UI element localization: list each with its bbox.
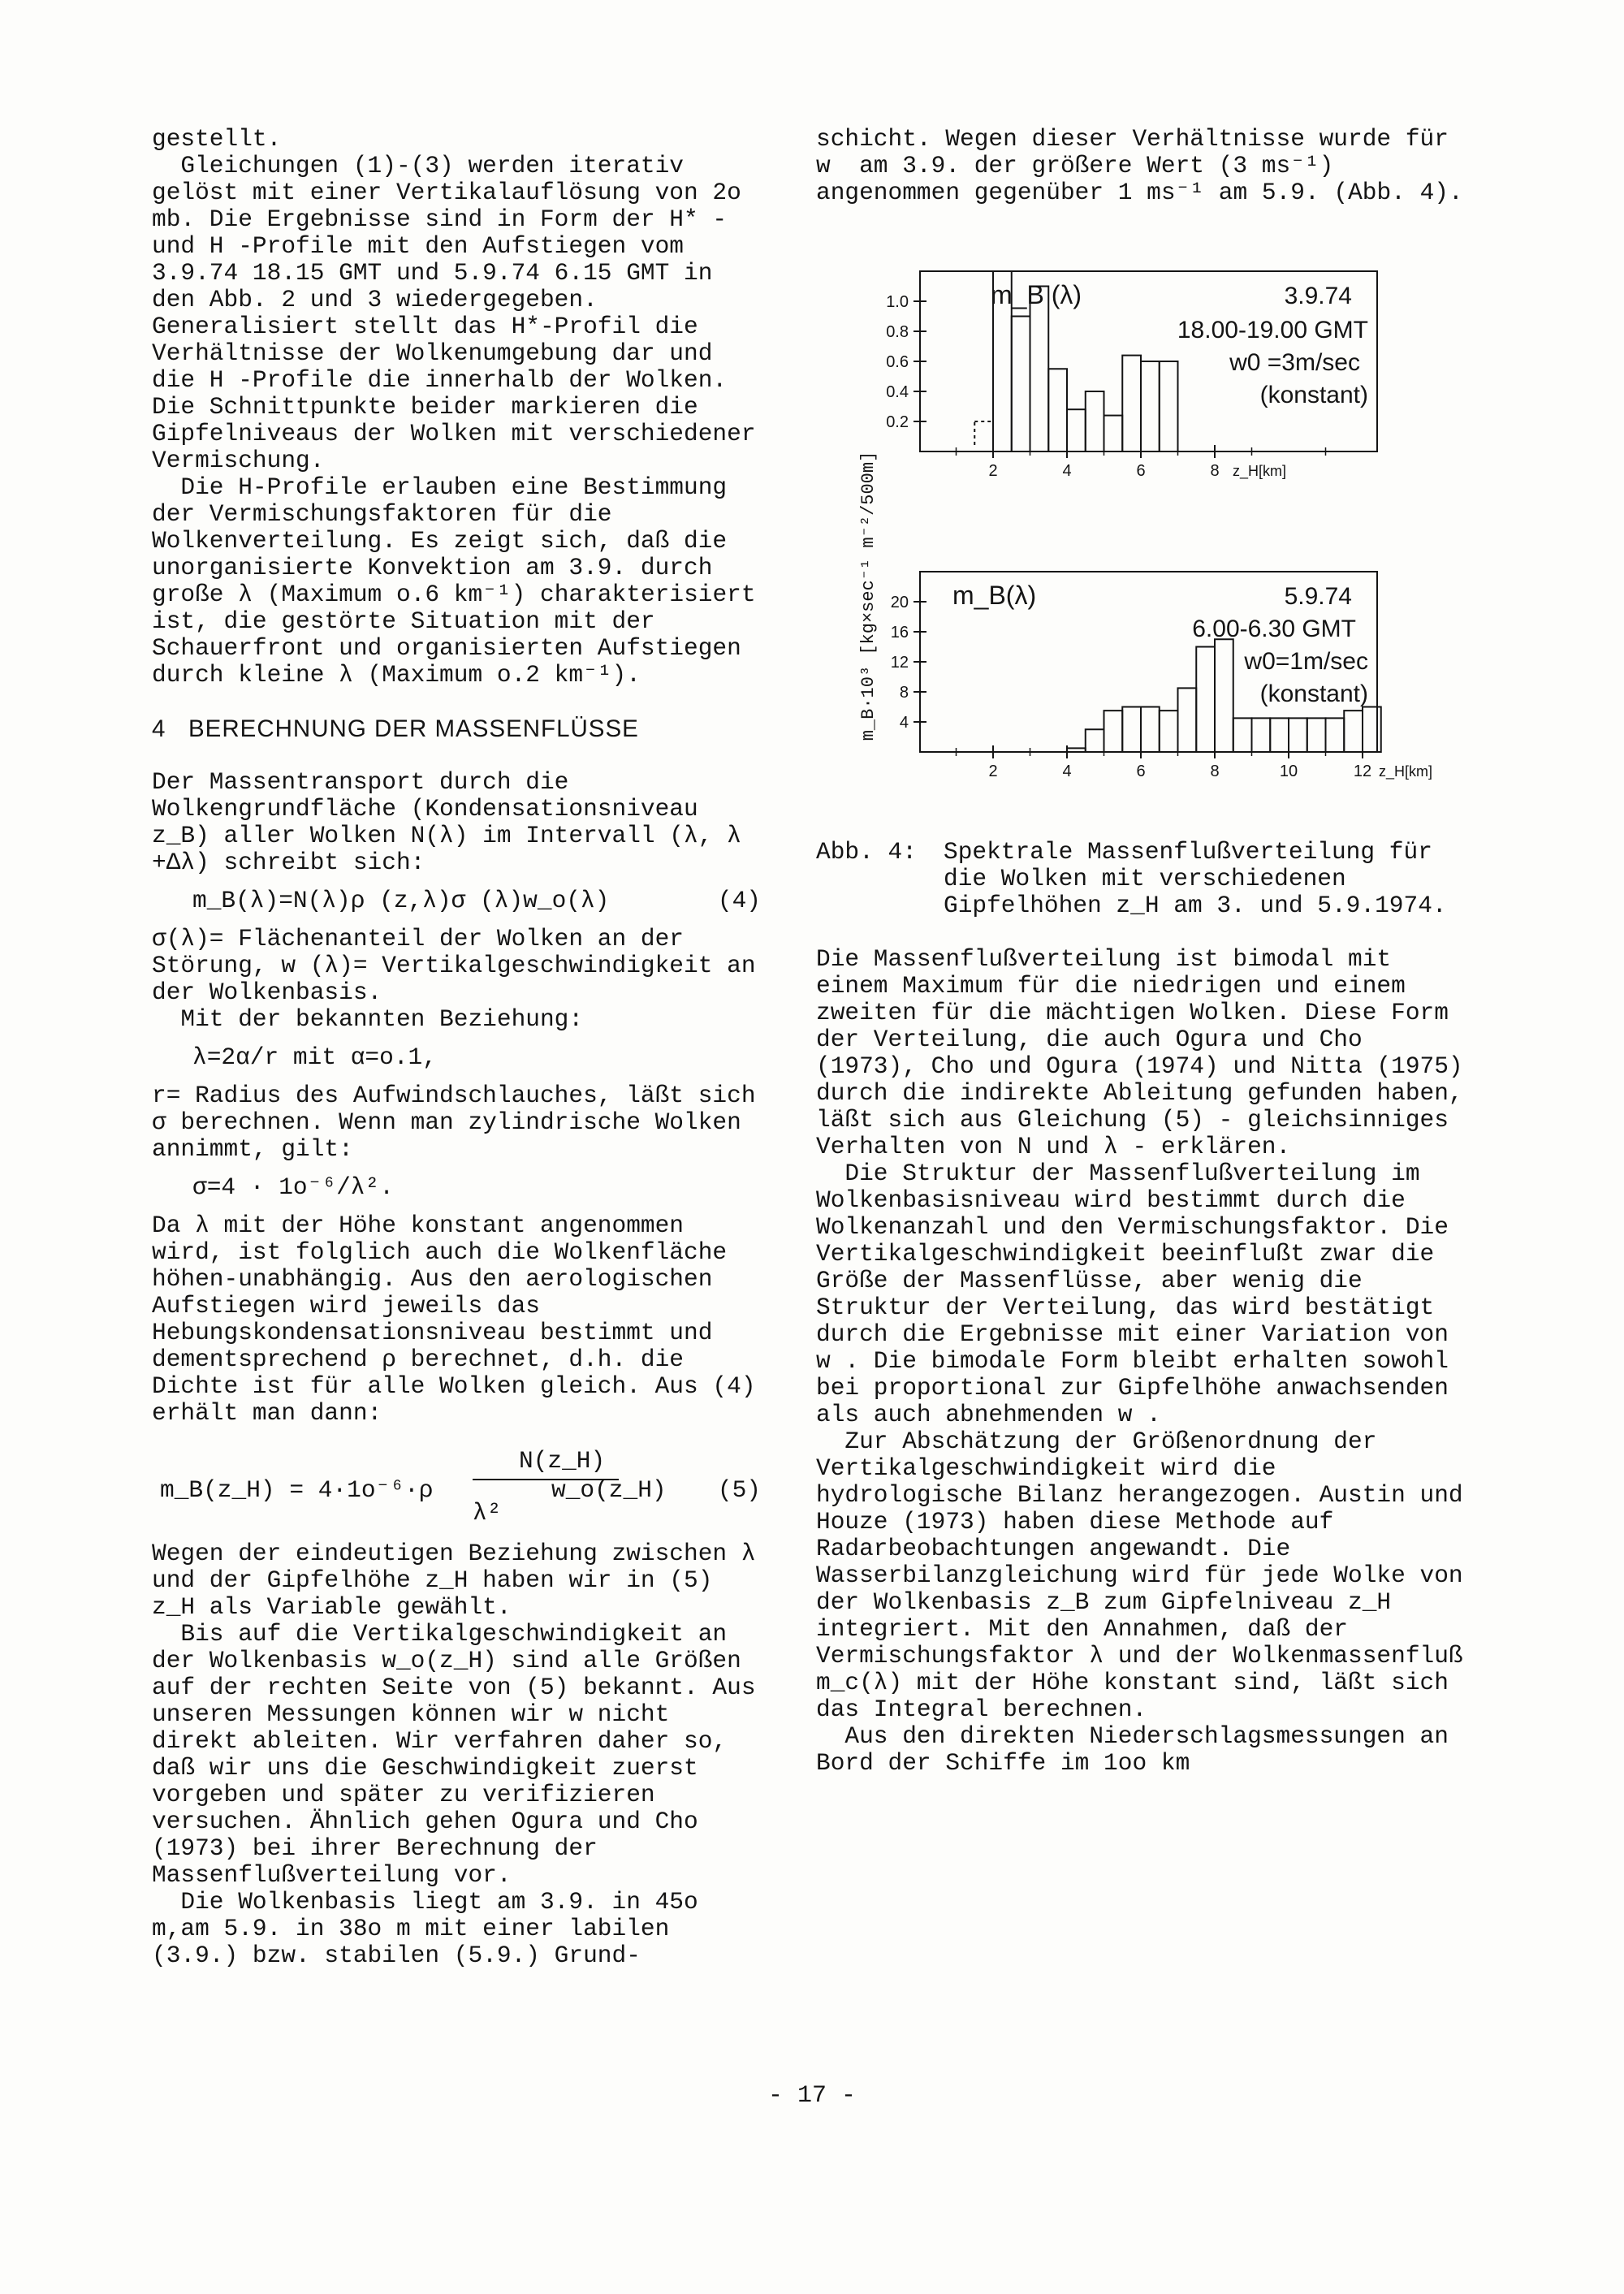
paragraph: Da λ mit der Höhe konstant angenommen wird, ist folglich auch die Wolkenfläche höhen-unabhängig. Aus den aerologischen Aufstiegen wird jeweils das Hebungskondensationsniveau bestimmt und dementsprechend ρ berechnet, d.h. die Dichte ist für alle Wolken gleich. Aus (4) erhält man dann: [152,1212,771,1427]
caption-label: Abb. 4: [816,838,917,866]
equation-5-number: (5) [717,1476,761,1504]
equation-5-rhs: w_o(z_H) [551,1476,667,1504]
sigma-formula-body: σ=4 · 1o⁻⁶/λ². [192,1173,394,1201]
chart-2-bar [1289,718,1307,752]
chart-2-bar [1344,711,1363,752]
chart-2-x-tick-label: 2 [988,763,998,780]
chart-1-w0: w0 =3m/sec [1229,349,1360,376]
section-heading: 4 BERECHNUNG DER MASSENFLÜSSE [152,715,639,742]
chart-1-bar [1160,361,1178,451]
chart-2-bar [1215,639,1233,752]
chart-2-y-tick-label: 4 [899,714,909,732]
chart-1-bar [1122,356,1141,451]
chart-2-bar [1086,729,1104,752]
chart-2-bar [1160,711,1178,752]
paragraph: gestellt. [152,125,282,153]
chart-2-x-tick-label: 10 [1279,763,1298,780]
chart-2-bar [1326,718,1345,752]
chart-1-date: 3.9.74 [1284,283,1352,309]
chart-1-x-tick-label: 6 [1136,462,1146,480]
chart-2-date: 5.9.74 [1284,583,1352,610]
chart-2-bar [1363,707,1381,753]
chart-2-x-axis-label: z_H[km] [1379,763,1433,780]
y-axis-label: m_B·10³ [kg×sec⁻¹ m⁻²/500m] [858,451,879,741]
chart-1-y-tick-label: 0.8 [886,323,909,341]
chart-2-x-tick-label: 12 [1353,763,1372,780]
equation-5-lhs: m_B(z_H) = 4·1o⁻⁶·ρ [160,1476,434,1504]
chart-1-y-tick-label: 1.0 [886,293,909,311]
chart-2-bar [1252,718,1271,752]
chart-2-bar [1233,718,1252,752]
equation-4 [152,888,761,914]
paragraph: Gleichungen (1)-(3) werden iterativ gelöst mit einer Vertikalauflösung von 2o mb. Die Ergebnisse sind in Form der H* - und H -Profile mit den Aufstiegen vom 3.9.74 18.15 GMT und 5.9.74 6.15 GMT in den Abb. 2 und 3 wiedergegeben. Generalisiert stellt das H*-Profil die Verhältnisse der Wolkenumgebung dar und die H -Profile die innerhalb der Wolken. Die Schnittpunkte beider markieren die Gipfelniveaus der Wolken mit verschiedener Vermischung. [152,152,771,474]
chart-2-y-tick-label: 20 [890,594,909,611]
chart-2-w0: w0=1m/sec [1244,648,1368,675]
chart-2-title: m_B(λ) [952,581,1037,610]
chart-1-dashed-line [974,421,993,445]
paragraph: schicht. Wegen dieser Verhältnisse wurde für w am 3.9. der größere Wert (3 ms⁻¹) angenommen gegenüber 1 ms⁻¹ am 5.9. (Abb. 4). [816,125,1463,206]
relation-formula [152,1044,761,1071]
chart-1-y-tick-label: 0.4 [886,383,909,401]
chart-1-bar [1086,391,1104,451]
figure-4-svg [816,239,1466,807]
chart-2-bar [1067,748,1086,752]
chart-2-x-tick-label: 8 [1210,763,1220,780]
paragraph: Wegen der eindeutigen Beziehung zwischen λ und der Gipfelhöhe z_H haben wir in (5) z_H als Variable gewählt. [152,1540,771,1621]
right-column [816,125,1478,1777]
equation-4-number: (4) [717,887,761,914]
equation-4-body: m_B(λ)=N(λ)ρ (z,λ)σ (λ)w_o(λ) [192,887,610,914]
paragraph: Aus den direkten Niederschlagsmessungen an Bord der Schiffe im 1oo km [816,1722,1463,1777]
chart-1-bar [1104,416,1123,451]
chart-2-bar [1178,688,1197,752]
chart-2-y-tick-label: 16 [890,624,909,642]
chart-1-x-axis-label: z_H[km] [1233,463,1287,479]
equation-5 [152,1438,761,1534]
equation-5-numerator: N(z_H) [519,1447,606,1475]
paragraph: Bis auf die Vertikalgeschwindigkeit an der Wolkenbasis w_o(z_H) sind alle Größen auf der rechten Seite von (5) bekannt. Aus unseren Messungen können wir w nicht direkt ableiten. Wir verfahren daher so, daß wir uns die Geschwindigkeit zuerst vorgeben und später zu verifizieren versuchen. Ähnlich gehen Ogura und Cho (1973) bei ihrer Berechnung der Massenflußverteilung vor. [152,1620,771,1889]
chart-2-y-tick-label: 12 [890,654,909,672]
chart-1-x-tick-label: 2 [988,462,998,480]
paragraph: Die Massenflußverteilung ist bimodal mit einem Maximum für die niedrigen und einem zweiten für die mächtigen Wolken. Diese Form der Verteilung, die auch Ogura und Cho (1973), Cho und Ogura (1974) und Nitta (1975) durch die indirekte Ableitung gefunden haben, läßt sich aus Gleichung (5) - gleichsinniges Verhalten von N und λ - erklären. [816,945,1478,1160]
chart-2-bar [1141,707,1160,753]
chart-1-note: (konstant) [1259,382,1368,408]
chart-2-y-tick-label: 8 [899,684,909,702]
chart-1-bar [1067,409,1086,451]
chart-2-x-tick-label: 6 [1136,763,1146,780]
chart-1-bar [1141,361,1160,451]
figure-4 [816,239,1466,814]
left-column [152,125,771,1969]
chart-1-x-tick-label: 4 [1062,462,1072,480]
paragraph: Zur Abschätzung der Größenordnung der Vertikalgeschwindigkeit wird die hydrologische Bilanz herangezogen. Austin und Houze (1973) haben diese Methode auf Radarbeobachtungen angewandt. Die Wasserbilanzgleichung wird für jede Wolke von der Wolkenbasis z_B zum Gipfelniveau z_H integriert. Mit den Annahmen, daß der Vermischungsfaktor λ und der Wolkenmassenfluß m_c(λ) mit der Höhe konstant sind, läßt sich das Integral berechnen. [816,1428,1478,1723]
chart-1-title: m_B (λ) [991,280,1082,309]
figure-caption [816,839,1466,919]
relation-formula-body: λ=2α/r mit α=o.1, [192,1043,437,1071]
chart-2-bar [1122,707,1141,753]
caption-text: Spektrale Massenflußverteilung für die Wolken mit verschiedenen Gipfelhöhen z_H am 3. und 5.9.1974. [944,838,1447,919]
paragraph: Mit der bekannten Beziehung: [152,1005,584,1033]
paragraph: σ(λ)= Flächenanteil der Wolken an der Störung, w (λ)= Vertikalgeschwindigkeit an der Wolkenbasis. [152,925,771,1006]
sigma-formula [152,1174,761,1201]
chart-2-note: (konstant) [1259,680,1368,707]
chart-1-bar [1012,317,1030,452]
chart-2-bar [1104,711,1123,752]
chart-2-bar [1270,718,1289,752]
paragraph: Die H-Profile erlauben eine Bestimmung der Vermischungsfaktoren für die Wolkenverteilung. Es zeigt sich, daß die unorganisierte Konvektion am 3.9. durch große λ (Maximum o.6 km⁻¹) charakterisiert ist, die gestörte Situation mit der Schauerfront und organisierten Aufstiegen durch kleine λ (Maximum o.2 km⁻¹). [152,473,771,689]
equation-5-denominator: λ² [473,1499,502,1527]
chart-1-bar [1030,287,1049,452]
chart-1-y-tick-label: 0.6 [886,353,909,371]
chart-1-y-tick-label: 0.2 [886,413,909,431]
chart-2-x-tick-label: 4 [1062,763,1072,780]
paragraph: r= Radius des Aufwindschlauches, läßt sich σ berechnen. Wenn man zylindrische Wolken annimmt, gilt: [152,1082,771,1163]
chart-1-bar [1048,369,1067,451]
chart-2-time: 6.00-6.30 GMT [1192,616,1356,642]
paragraph: Der Massentransport durch die Wolkengrundfläche (Kondensationsniveau z_B) aller Wolken N(λ) im Intervall (λ, λ +Δλ) schreibt sich: [152,768,756,876]
paragraph: Die Struktur der Massenflußverteilung im Wolkenbasisniveau wird bestimmt durch die Wolkenanzahl und den Vermischungsfaktor. Die Vertikalgeschwindigkeit beeinflußt zwar die Größe der Massenflüsse, aber wenig die Struktur der Verteilung, das wird bestätigt durch die Ergebnisse mit einer Variation von w . Die bimodale Form bleibt erhalten sowohl bei proportional zur Gipfelhöhe anwachsenden als auch abnehmenden w . [816,1160,1463,1428]
chart-1-x-tick-label: 8 [1210,462,1220,480]
chart-2-bar [1307,718,1326,752]
page-number: - 17 - [767,2082,857,2110]
paragraph: Die Wolkenbasis liegt am 3.9. in 45o m,am 5.9. in 38o m mit einer labilen (3.9.) bzw. stabilen (5.9.) Grund- [152,1888,713,1969]
chart-1-time: 18.00-19.00 GMT [1177,317,1368,343]
chart-2-bar [1196,647,1215,753]
